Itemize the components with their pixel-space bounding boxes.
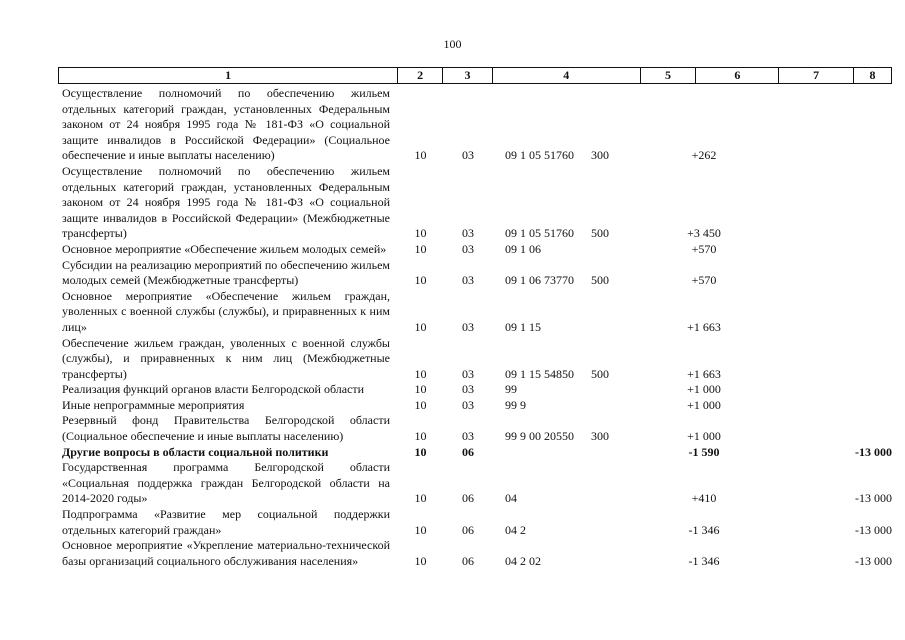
table-row (62, 460, 892, 507)
row-description: Основное мероприятие «Обеспечение жильем граждан, уволенных с военной службы (службы), и приравненных к ним лиц» (62, 288, 390, 334)
row-subsection: 06 (462, 444, 474, 459)
header-col-2: 2 (398, 68, 443, 83)
row-expense-type: 300 (591, 429, 609, 444)
row-amount: +570 (691, 241, 717, 256)
table-row (62, 413, 892, 444)
table-row (62, 86, 892, 164)
row-description: Основное мероприятие «Обеспечение жильем молодых семей» (62, 241, 387, 256)
row-section: 10 (414, 241, 427, 256)
row-target-article: 09 1 06 73770 (505, 273, 574, 288)
row-amount: +570 (691, 273, 717, 288)
table-row (62, 538, 892, 569)
row-description: Резервный фонд Правительства Белгородской области (Социальное обеспечение и иные выплаты населению) (62, 413, 390, 444)
row-amount: +410 (691, 491, 717, 506)
row-amount: -1 590 (688, 444, 720, 459)
row-description: Иные непрограммные мероприятия (62, 397, 245, 412)
row-target-article: 99 (505, 382, 517, 397)
row-section: 10 (414, 397, 427, 412)
row-section: 10 (414, 366, 427, 381)
row-expense-type: 500 (591, 226, 609, 241)
row-amount-3: -13 000 (855, 553, 892, 568)
row-target-article: 04 2 02 (505, 553, 541, 568)
row-subsection: 03 (462, 226, 474, 241)
row-section: 10 (414, 148, 427, 163)
row-section: 10 (414, 553, 427, 568)
row-subsection: 03 (462, 397, 474, 412)
row-amount: +1 000 (687, 429, 721, 444)
header-col-8: 8 (869, 68, 876, 82)
row-subsection: 06 (462, 553, 474, 568)
row-amount-3: -13 000 (855, 491, 892, 506)
row-target-article: 04 2 (505, 522, 526, 537)
row-section: 10 (414, 522, 427, 537)
row-amount: +1 663 (687, 366, 721, 381)
table-row (62, 445, 892, 461)
row-section: 10 (414, 226, 427, 241)
row-section: 10 (414, 319, 427, 334)
row-subsection: 06 (462, 491, 474, 506)
header-col-5: 5 (641, 68, 697, 83)
row-subsection: 03 (462, 319, 474, 334)
table-row (62, 242, 892, 258)
table-row (62, 164, 892, 242)
row-amount: -1 346 (688, 553, 720, 568)
row-subsection: 03 (462, 241, 474, 256)
table-body (62, 86, 892, 569)
row-description: Реализация функций органов власти Белгородской области (62, 382, 365, 397)
row-expense-type: 500 (591, 366, 609, 381)
row-description: Государственная программа Белгородской области «Социальная поддержка граждан Белгородской области на 2014-2020 годы» (62, 460, 390, 506)
header-col-1: 1 (59, 68, 398, 83)
row-amount-3: -13 000 (855, 444, 892, 459)
header-col-7: 7 (779, 68, 854, 83)
row-amount: +1 663 (687, 319, 721, 334)
row-amount: +3 450 (687, 226, 721, 241)
row-subsection: 03 (462, 273, 474, 288)
row-target-article: 09 1 06 (505, 241, 541, 256)
row-target-article: 99 9 00 20550 (505, 429, 574, 444)
row-expense-type: 500 (591, 273, 609, 288)
row-expense-type: 300 (591, 148, 609, 163)
row-description: Осуществление полномочий по обеспечению жильем отдельных категорий граждан, установленных Федеральным законом от 24 ноября 1995 года № 181-ФЗ «О социальной защите инвалидов в Российской Федерации» (Межбюджетные трансферты) (62, 163, 390, 241)
row-amount: +262 (691, 148, 717, 163)
table-row (62, 507, 892, 538)
row-description: Основное мероприятие «Укрепление материально-технической базы организаций социального обслуживания населения» (62, 538, 390, 568)
row-target-article: 09 1 05 51760 (505, 148, 574, 163)
page-number: 100 (443, 37, 462, 51)
header-col-6: 6 (696, 68, 779, 83)
row-section: 10 (414, 273, 427, 288)
row-amount-3: -13 000 (855, 522, 892, 537)
row-target-article: 09 1 15 54850 (505, 366, 574, 381)
row-target-article: 99 9 (505, 397, 526, 412)
row-target-article: 04 (505, 491, 517, 506)
row-amount: +1 000 (687, 397, 721, 412)
table-row (62, 398, 892, 414)
row-description: Обеспечение жильем граждан, уволенных с военной службы (службы), и приравненных к ним лиц (Межбюджетные трансферты) (62, 335, 390, 381)
row-amount: -1 346 (688, 522, 720, 537)
row-subsection: 03 (462, 429, 474, 444)
row-description: Субсидии на реализацию мероприятий по обеспечению жильем молодых семей (Межбюджетные трансферты) (62, 257, 390, 288)
row-description: Другие вопросы в области социальной политики (62, 444, 329, 459)
row-amount: +1 000 (687, 382, 721, 397)
row-section: 10 (414, 429, 427, 444)
table-row (62, 382, 892, 398)
row-target-article: 09 1 05 51760 (505, 226, 574, 241)
header-col-4: 4 (493, 68, 641, 83)
table-row (62, 289, 892, 336)
row-target-article: 09 1 15 (505, 319, 541, 334)
table-header (58, 67, 892, 84)
row-subsection: 03 (462, 366, 474, 381)
row-section: 10 (414, 382, 427, 397)
row-subsection: 06 (462, 522, 474, 537)
table-row (62, 336, 892, 383)
row-subsection: 03 (462, 148, 474, 163)
row-section: 10 (414, 444, 427, 459)
row-section: 10 (414, 491, 427, 506)
row-description: Подпрограмма «Развитие мер социальной поддержки отдельных категорий граждан» (62, 507, 390, 537)
table-row (62, 258, 892, 289)
row-subsection: 03 (462, 382, 474, 397)
header-col-3: 3 (443, 68, 493, 83)
row-description: Осуществление полномочий по обеспечению жильем отдельных категорий граждан, установленных Федеральным законом от 24 ноября 1995 года № 181-ФЗ «О социальной защите инвалидов в Российской Федерации» (Социальное обеспечение и иные выплаты населению) (62, 86, 390, 163)
